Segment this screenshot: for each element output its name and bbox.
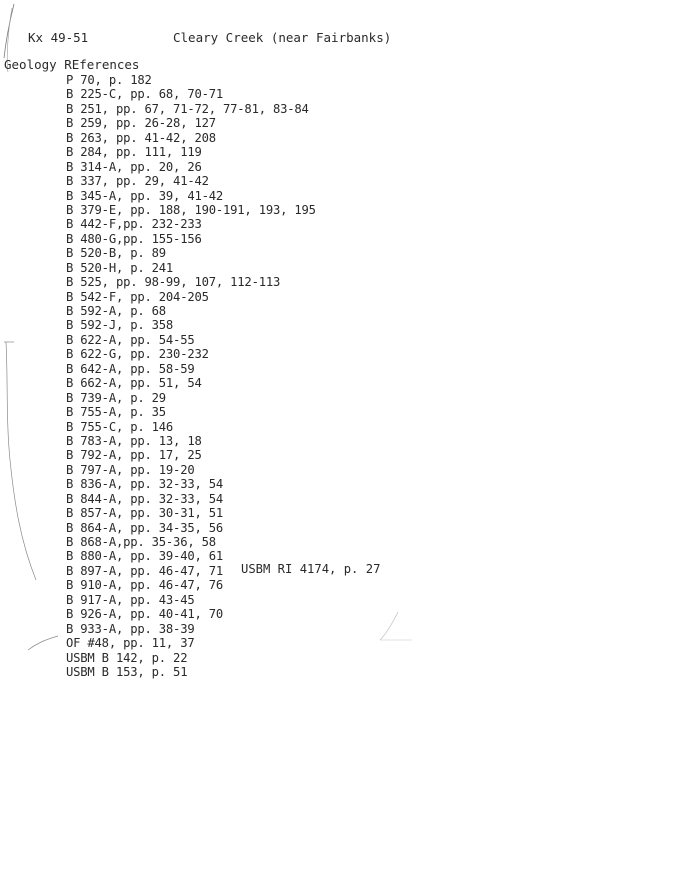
reference-item: B 592-J, p. 358	[66, 318, 174, 333]
reference-item: B 857-A, pp. 30-31, 51	[66, 506, 224, 521]
section-heading: Geology REferences	[4, 57, 140, 72]
reference-item: B 864-A, pp. 34-35, 56	[66, 520, 224, 535]
reference-item: B 755-A, p. 35	[66, 405, 166, 420]
reference-item: B 622-A, pp. 54-55	[66, 332, 195, 347]
reference-item: B 442-F,pp. 232-233	[66, 217, 202, 232]
reference-item: B 642-A, pp. 58-59	[66, 361, 195, 376]
document-id: Kx 49-51	[28, 30, 89, 45]
reference-item: B 926-A, pp. 40-41, 70	[66, 607, 224, 622]
reference-item: B 880-A, pp. 39-40, 61	[66, 549, 224, 564]
reference-item: B 933-A, pp. 38-39	[66, 621, 195, 636]
reference-item: B 520-H, p. 241	[66, 260, 174, 275]
reference-item: B 345-A, pp. 39, 41-42	[66, 188, 224, 203]
reference-item: B 792-A, pp. 17, 25	[66, 448, 202, 463]
reference-item: OF #48, pp. 11, 37	[66, 636, 195, 651]
reference-item: B 251, pp. 67, 71-72, 77-81, 83-84	[66, 101, 309, 116]
reference-item: B 263, pp. 41-42, 208	[66, 130, 216, 145]
reference-item: B 910-A, pp. 46-47, 76	[66, 578, 224, 593]
reference-item: B 284, pp. 111, 119	[66, 145, 202, 160]
reference-item: P 70, p. 182	[66, 73, 152, 87]
document-title: Cleary Creek (near Fairbanks)	[173, 30, 392, 45]
reference-item: B 622-G, pp. 230-232	[66, 347, 209, 362]
reference-list	[66, 73, 316, 679]
reference-item: B 314-A, pp. 20, 26	[66, 159, 202, 174]
reference-item: B 797-A, pp. 19-20	[66, 462, 195, 477]
reference-item: B 379-E, pp. 188, 190-191, 193, 195	[66, 202, 316, 217]
reference-item: B 337, pp. 29, 41-42	[66, 174, 209, 189]
reference-item: B 755-C, p. 146	[66, 419, 174, 434]
reference-item: B 844-A, pp. 32-33, 54	[66, 491, 224, 506]
reference-item: B 897-A, pp. 46-47, 71	[66, 563, 224, 578]
reference-item: USBM B 153, p. 51	[66, 664, 188, 679]
reference-item: B 520-B, p. 89	[66, 246, 166, 261]
reference-item: B 662-A, pp. 51, 54	[66, 376, 202, 391]
reference-item: B 525, pp. 98-99, 107, 112-113	[66, 275, 281, 290]
reference-item: B 542-F, pp. 204-205	[66, 289, 209, 304]
reference-item: B 739-A, p. 29	[66, 390, 166, 405]
reference-item: USBM B 142, p. 22	[66, 650, 188, 665]
reference-item: B 592-A, p. 68	[66, 304, 166, 318]
reference-item: B 868-A,pp. 35-36, 58	[66, 535, 216, 549]
reference-item: B 917-A, pp. 43-45	[66, 592, 195, 607]
reference-item: B 259, pp. 26-28, 127	[66, 116, 216, 131]
reference-item: B 783-A, pp. 13, 18	[66, 433, 202, 448]
reference-item: B 480-G,pp. 155-156	[66, 231, 202, 246]
reference-item: B 225-C, pp. 68, 70-71	[66, 87, 224, 102]
side-note-reference: USBM RI 4174, p. 27	[241, 562, 381, 576]
reference-item: B 836-A, pp. 32-33, 54	[66, 477, 224, 492]
